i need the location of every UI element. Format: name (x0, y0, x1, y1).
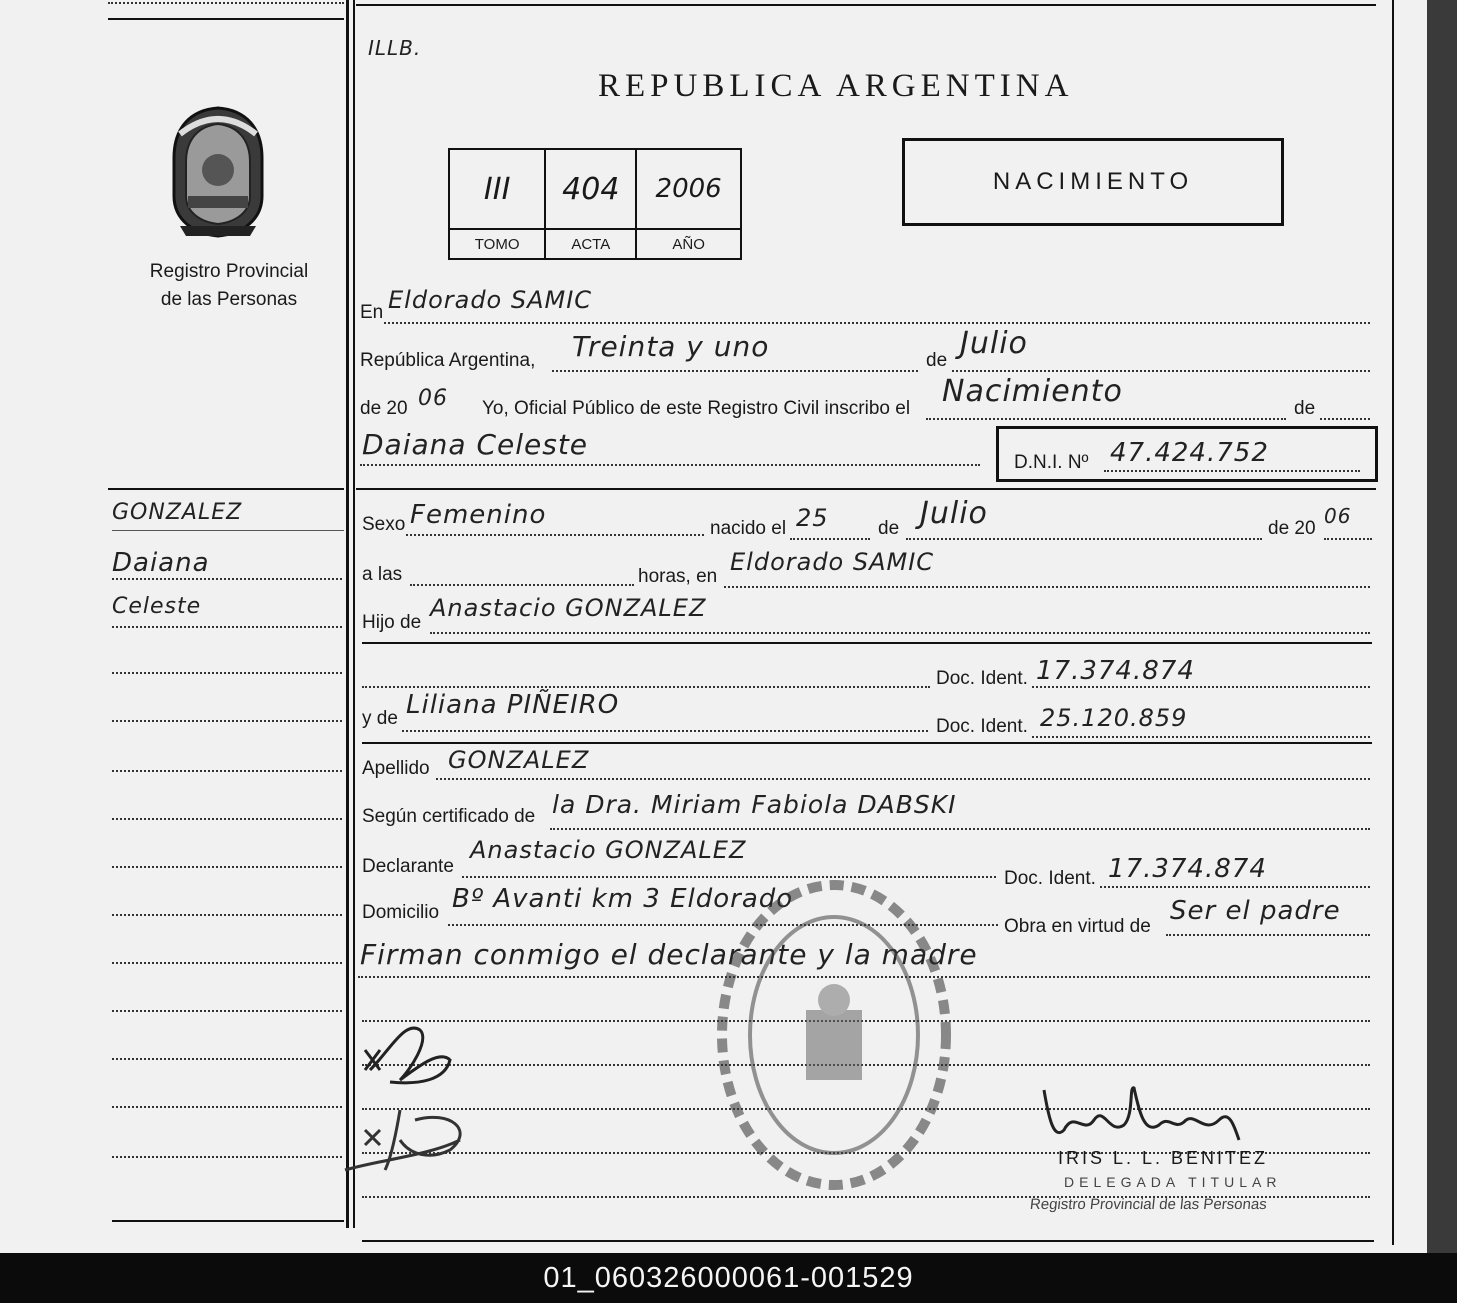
horas-label: horas, en (638, 566, 718, 587)
domicilio-label: Domicilio (362, 902, 440, 923)
father-doc-line (1032, 686, 1370, 688)
birth-month: Julio (920, 496, 988, 531)
father-doc: 17.374.874 (1036, 656, 1195, 686)
father-rule (362, 642, 1372, 644)
apellido-label: Apellido (362, 758, 430, 779)
top-rule-right (356, 4, 1376, 6)
obra-line (1166, 934, 1370, 936)
alas-label: a las (362, 564, 403, 585)
margin-line (112, 866, 342, 868)
yo-label: Yo, Oficial Público de este Registro Civil inscribo el (482, 398, 911, 419)
en-value: Eldorado SAMIC (388, 286, 593, 314)
anio-label: AÑO (636, 229, 741, 259)
official-stamp (714, 870, 954, 1200)
de-line (1320, 418, 1370, 420)
month-line (952, 370, 1370, 372)
top-dotted-left (108, 2, 344, 4)
document-title: REPUBLICA ARGENTINA (598, 68, 1074, 104)
anio-value: 2006 (636, 149, 741, 229)
republica-label: República Argentina, (360, 350, 536, 371)
firman-value: Firman conmigo el declarante y la madre (360, 938, 978, 971)
declarante-doc-line (1100, 886, 1370, 888)
tomo-value: III (449, 149, 545, 229)
mother-rule (362, 742, 1372, 744)
section-rule-left (108, 488, 344, 490)
father-line (430, 632, 1370, 634)
birth-month-line (906, 538, 1262, 540)
margin-line (112, 770, 342, 772)
section-rule-right (356, 488, 1376, 490)
domicilio-value: Bº Avanti km 3 Eldorado (452, 884, 794, 914)
child-name: Daiana Celeste (362, 428, 589, 461)
year-prefix: de 20 (360, 398, 408, 419)
mother-doc: 25.120.859 (1040, 704, 1188, 732)
declarante-label: Declarante (362, 856, 454, 877)
margin-name-2: Celeste (112, 594, 202, 619)
doc-label: Doc. Ident. (936, 668, 1028, 689)
provincial-seal (166, 104, 270, 240)
officer-role: DELEGADA TITULAR (1064, 1174, 1282, 1190)
mother-signature (340, 1100, 480, 1180)
record-type-box (902, 138, 1284, 226)
act-value: Nacimiento (942, 374, 1123, 409)
margin-line (112, 1058, 342, 1060)
birth-place-line (724, 586, 1370, 588)
certificate-line (550, 828, 1370, 830)
margin-line (112, 1106, 342, 1108)
right-edge-dark (1427, 0, 1457, 1253)
margin-line (112, 1010, 342, 1012)
margin-line (112, 578, 342, 580)
declarante-doc: 17.374.874 (1108, 854, 1267, 884)
registry-table (448, 148, 742, 260)
declarante-value: Anastacio GONZALEZ (470, 836, 747, 864)
column-divider (346, 0, 349, 1228)
act-line (926, 418, 1286, 420)
birth-day-line (790, 538, 870, 540)
birth-year: 06 (1324, 504, 1352, 528)
margin-line (112, 626, 342, 628)
obra-value: Ser el padre (1170, 896, 1341, 926)
hijo-label: Hijo de (362, 612, 422, 633)
year-value: 06 (418, 386, 448, 411)
document-id-caption: 01_060326000061-001529 (0, 1253, 1457, 1303)
day-line (552, 370, 918, 372)
margin-line (112, 672, 342, 674)
acta-label: ACTA (545, 229, 636, 259)
month-value: Julio (960, 326, 1028, 361)
mother-doc-line (1032, 736, 1370, 738)
bottom-rule-right (362, 1240, 1374, 1242)
sexo-line (406, 534, 704, 536)
alas-line (410, 584, 634, 586)
officer-office: Registro Provincial de las Personas (1029, 1196, 1268, 1213)
en-label: En (360, 302, 384, 323)
de20-label: de 20 (1268, 518, 1316, 539)
officer-name: IRIS L. L. BENITEZ (1058, 1148, 1269, 1168)
de-label: de (926, 350, 948, 371)
dni-value: 47.424.752 (1110, 438, 1269, 468)
margin-name-1: Daiana (112, 548, 210, 578)
father-doc-prefix-line (362, 686, 930, 688)
mother-name: Liliana PIÑEIRO (406, 690, 620, 720)
record-type: NACIMIENTO (992, 168, 1194, 195)
day-value: Treinta y uno (572, 330, 770, 363)
birth-place: Eldorado SAMIC (730, 548, 935, 576)
margin-line (112, 962, 342, 964)
birth-year-line (1324, 538, 1372, 540)
margin-line (112, 914, 342, 916)
institution-line-2: de las Personas (160, 289, 298, 310)
certificate-value: la Dra. Miriam Fabiola DABSKI (552, 790, 957, 819)
institution-line-1: Registro Provincial (149, 261, 309, 282)
margin-line (112, 818, 342, 820)
margin-line (112, 720, 342, 722)
de-label-2: de (1294, 398, 1316, 419)
column-divider-inner (353, 0, 355, 1228)
mother-line (402, 730, 928, 732)
apellido-line (436, 778, 1370, 780)
sexo-value: Femenino (410, 500, 547, 530)
doc-label-2: Doc. Ident. (936, 716, 1028, 737)
top-rule-left (108, 18, 344, 20)
dni-label: D.N.I. Nº (1014, 452, 1089, 473)
margin-surname: GONZALEZ (112, 500, 243, 525)
margin-line (112, 1156, 342, 1158)
nacido-label: nacido el (710, 518, 787, 539)
dni-line (1104, 470, 1360, 472)
apellido-value: GONZALEZ (448, 746, 590, 774)
declarant-signature (360, 1010, 460, 1100)
institution-name (112, 258, 346, 314)
obra-label: Obra en virtud de (1004, 916, 1151, 937)
sexo-label: Sexo (362, 514, 406, 535)
yde-label: y de (362, 708, 398, 729)
acta-value: 404 (545, 149, 636, 229)
segun-label: Según certificado de (362, 806, 536, 827)
birth-day: 25 (796, 504, 829, 532)
bottom-rule-left (112, 1220, 344, 1222)
child-name-line (360, 464, 980, 466)
en-line (384, 322, 1370, 324)
clerk-initials: ILLB. (368, 36, 422, 60)
margin-underline-1 (112, 530, 344, 531)
doc-label-3: Doc. Ident. (1004, 868, 1096, 889)
right-border (1392, 0, 1394, 1245)
tomo-label: TOMO (449, 229, 545, 259)
de-label-3: de (878, 518, 900, 539)
father-name: Anastacio GONZALEZ (430, 594, 707, 622)
